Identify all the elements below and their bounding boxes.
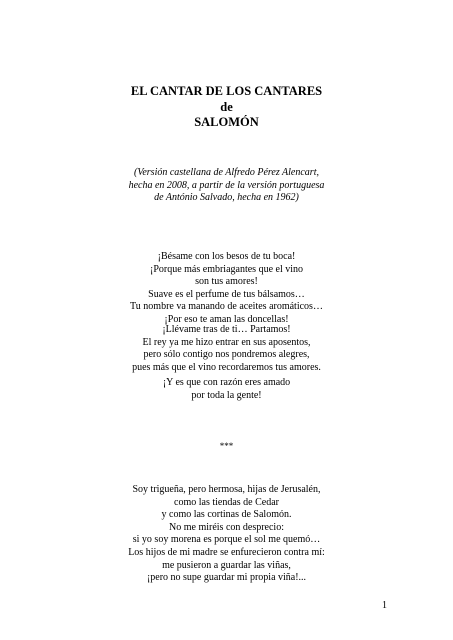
translation-note-line: hecha en 2008, a partir de la versión portuguesa: [128, 179, 325, 191]
title-line: SALOMÓN: [194, 115, 259, 129]
verse-line: me pusieron a guardar las viñas,: [162, 559, 291, 571]
verse-line: ¡Porque más embriagantes que el vino: [149, 263, 303, 275]
verse-line: ¡Por eso te aman las doncellas!: [164, 313, 289, 325]
verse-line: son tus amores!: [195, 276, 258, 288]
stanza-4: [0, 484, 453, 585]
verse-line: y como las cortinas de Salomón.: [161, 509, 292, 521]
section-separator: ***: [219, 441, 234, 451]
verse-line: ¡pero no supe guardar mi propia viña!...: [146, 572, 307, 584]
verse-line: El rey ya me hizo entrar en sus aposentos,: [142, 336, 311, 348]
stanza-1: [0, 251, 453, 327]
verse-line: Soy trigueña, pero hermosa, hijas de Jerusalén,: [132, 484, 321, 495]
page-title: [0, 84, 453, 131]
title-line: de: [220, 99, 233, 114]
verse-line: Suave es el perfume de tus bálsamos…: [148, 288, 305, 300]
verse-line: como las tiendas de Cedar: [174, 496, 279, 508]
translation-note-line: de António Salvado, hecha en 1962): [154, 192, 299, 204]
page-number: 1: [382, 600, 387, 611]
verse-line: pero sólo contigo nos pondremos alegres,: [143, 349, 310, 361]
verse-line: ¡Bésame con los besos de tu boca!: [157, 251, 296, 262]
verse-line: ¡Y es que con razón eres amado: [162, 377, 291, 388]
verse-line: pues más que el vino recordaremos tus amores.: [132, 361, 321, 373]
verse-line: ¡Llévame tras de ti… Partamos!: [162, 324, 291, 335]
title-line: EL CANTAR DE LOS CANTARES: [130, 84, 323, 98]
stanza-2: [0, 324, 453, 374]
verse-line: Tu nombre va manando de aceites aromáticos…: [130, 301, 323, 313]
translation-note-line: (Versión castellana de Alfredo Pérez Alencart,: [134, 167, 319, 178]
stanza-3: [0, 377, 453, 402]
verse-line: si yo soy morena es porque el sol me quemó…: [132, 534, 321, 546]
verse-line: No me miréis con desprecio:: [169, 521, 284, 533]
verse-line: por toda la gente!: [191, 389, 262, 401]
translation-note: [0, 167, 453, 205]
verse-line: Los hijos de mi madre se enfurecieron contra mí:: [128, 546, 325, 558]
